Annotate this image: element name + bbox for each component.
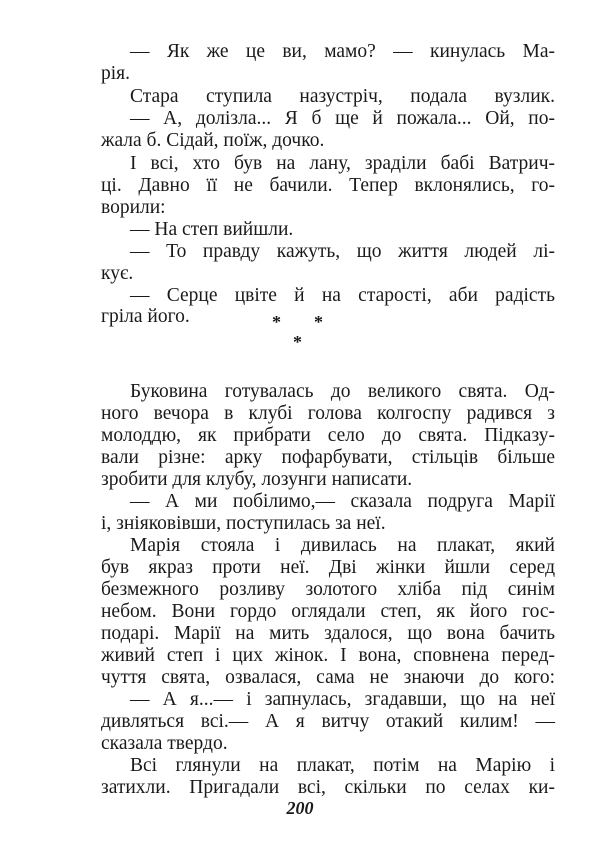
section-separator-star: * bbox=[314, 312, 323, 332]
section-separator-star: * bbox=[272, 312, 281, 332]
text-line: ці. Давно її не бачили. Тепер вклонялись, го- bbox=[101, 175, 555, 196]
text-line: ворили: bbox=[101, 197, 166, 218]
text-line: Стара ступила назустріч, подала вузлик. bbox=[130, 86, 555, 107]
text-line: Всі глянули на плакат, потім на Марію і bbox=[130, 755, 555, 776]
text-line: І всі, хто був на лану, зраділи бабі Ватрич- bbox=[130, 153, 555, 174]
text-line: вали різне: арку пофарбувати, стільців більше bbox=[101, 447, 555, 468]
text-line: був якраз проти неї. Дві жінки йшли серед bbox=[101, 557, 555, 578]
text-line: небом. Вони гордо оглядали степ, як його гос- bbox=[101, 601, 555, 622]
page-number: 200 bbox=[286, 798, 314, 818]
text-line: — Серце цвіте й на старості, аби радість bbox=[130, 285, 555, 306]
text-line: — А я...— і запнулась, згадавши, що на неї bbox=[130, 689, 555, 710]
text-line: ного вечора в клубі голова колгоспу радився з bbox=[101, 403, 555, 424]
text-line: безмежного розливу золотого хліба під синім bbox=[101, 579, 555, 600]
text-line: зробити для клубу, лозунги написати. bbox=[101, 469, 413, 490]
section-separator-star: * bbox=[293, 332, 302, 352]
text-line: жала б. Сідай, поїж, дочко. bbox=[101, 130, 325, 151]
text-line: кує. bbox=[101, 263, 134, 284]
text-line: — На степ вийшли. bbox=[130, 219, 294, 240]
text-line: — А ми побілимо,— сказала подруга Марії bbox=[130, 491, 555, 512]
text-line: чуття свята, озвалася, сама не знаючи до кого: bbox=[101, 667, 555, 688]
text-line: затихли. Пригадали всі, скільки по селах ки- bbox=[101, 777, 555, 798]
text-line: Буковина готувалась до великого свята. Од- bbox=[130, 381, 555, 402]
text-line: молоддю, як прибрати село до свята. Підказу- bbox=[101, 425, 555, 446]
text-line: Марія стояла і дивилась на плакат, який bbox=[130, 535, 555, 556]
text-line: і, зніяковівши, поступилась за неї. bbox=[101, 513, 386, 534]
text-line: — А, долізла... Я б ще й пожала... Ой, по- bbox=[130, 108, 555, 129]
text-line: подарі. Марії на мить здалося, що вона бачить bbox=[101, 623, 555, 644]
text-line: сказала твердо. bbox=[101, 733, 228, 754]
text-line: — То правду кажуть, що життя людей лі- bbox=[130, 241, 555, 262]
text-line: рія. bbox=[101, 63, 131, 84]
text-line: живий степ і цих жінок. І вона, сповнена перед- bbox=[101, 645, 555, 666]
text-line: дивляться всі.— А я витчу отакий килим! — bbox=[101, 711, 555, 732]
text-line: — Як же це ви, мамо? — кинулась Ма- bbox=[130, 41, 555, 62]
text-line: гріла його. bbox=[101, 306, 190, 327]
